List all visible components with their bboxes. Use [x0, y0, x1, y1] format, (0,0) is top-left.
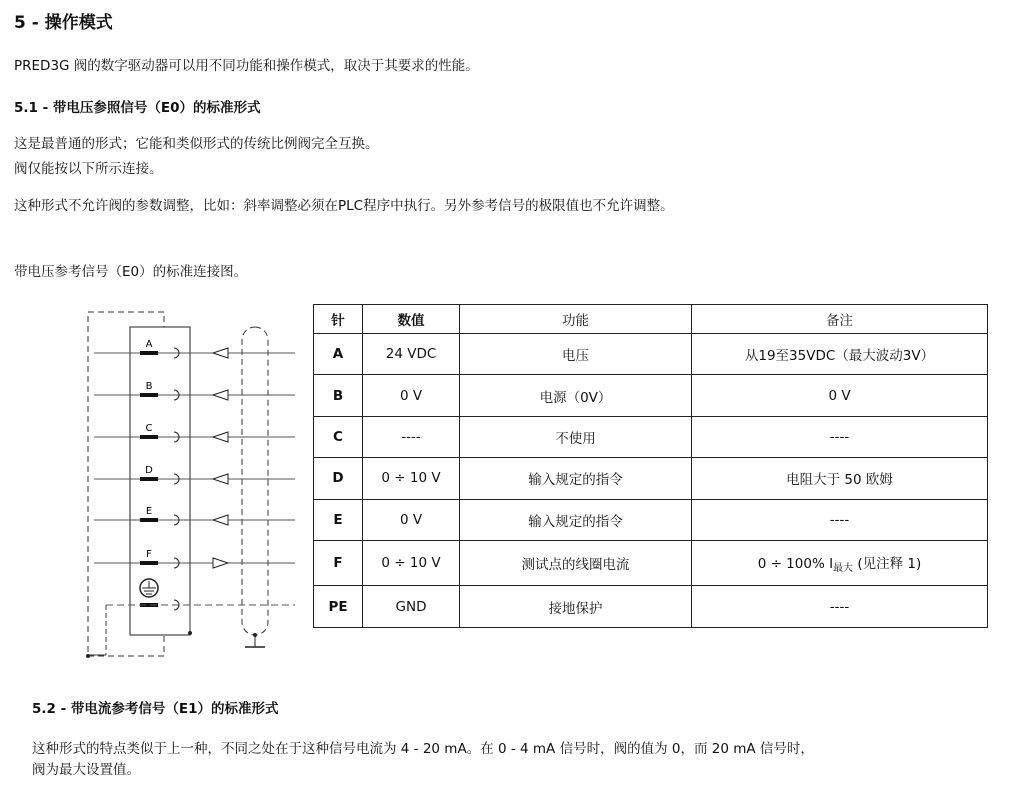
section-intro: PRED3G 阀的数字驱动器可以用不同功能和操作模式，取决于其要求的性能。	[14, 58, 479, 74]
cell-value: 0 V	[363, 499, 460, 540]
note-subscript: 最大	[833, 563, 854, 575]
cell-pin: B	[314, 375, 363, 416]
table-row	[314, 375, 988, 416]
pin-row-b	[94, 381, 295, 400]
cell-note	[692, 541, 988, 586]
cell-function: 电压	[460, 334, 692, 375]
cell-pin: PE	[314, 586, 363, 628]
section-title: 5 - 操作模式	[14, 13, 113, 33]
table-row	[314, 458, 988, 499]
note-suffix: (见注释 1)	[853, 556, 922, 573]
table-row	[314, 416, 988, 457]
cell-note: ----	[692, 499, 988, 540]
cell-pin: F	[314, 541, 363, 586]
pin-label-f: F	[146, 549, 152, 560]
pin-label-d: D	[145, 465, 153, 476]
note-prefix: 0 ÷ 100% I	[757, 556, 834, 573]
pin-row-d	[94, 465, 295, 484]
table-row	[314, 334, 988, 375]
header-note: 备注	[692, 305, 988, 334]
table-row	[314, 541, 988, 586]
cell-function: 接地保护	[460, 586, 692, 628]
cell-value: 24 VDC	[363, 334, 460, 375]
table-row	[314, 499, 988, 540]
cell-function: 电源（0V）	[460, 375, 692, 416]
pin-row-a	[94, 339, 295, 358]
cell-note: 从19至35VDC（最大波动3V）	[692, 334, 988, 375]
paragraph-line: 阀为最大设置值。	[32, 762, 140, 778]
pin-label-a: A	[145, 339, 153, 350]
pin-label-e: E	[145, 506, 153, 517]
cell-value: 0 ÷ 10 V	[363, 458, 460, 499]
cell-pin: D	[314, 458, 363, 499]
paragraph-line: 这种形式的特点类似于上一种，不同之处在于这种信号电流为 4 - 20 mA。在 0 - 4 mA 信号时，阀的值为 0，而 20 mA 信号时，	[32, 741, 814, 757]
cell-value: 0 ÷ 10 V	[363, 541, 460, 586]
cell-function: 输入规定的指令	[460, 458, 692, 499]
cell-function: 输入规定的指令	[460, 499, 692, 540]
table-header-row	[314, 305, 988, 334]
pin-label-b: B	[145, 381, 153, 392]
pin-row-f	[94, 549, 295, 568]
table-row	[314, 586, 988, 628]
subsection-5-2-title: 5.2 - 带电流参考信号（E1）的标准形式	[32, 701, 279, 717]
cell-pin: A	[314, 334, 363, 375]
shield-ground-icon	[245, 633, 265, 647]
cell-pin: E	[314, 499, 363, 540]
cell-value: 0 V	[363, 375, 460, 416]
cell-value: GND	[363, 586, 460, 628]
header-pin: 针	[314, 305, 363, 334]
paragraph-line: 阀仅能按以下所示连接。	[14, 161, 163, 177]
cell-function: 不使用	[460, 416, 692, 457]
cell-note: 0 V	[692, 375, 988, 416]
paragraph-line: 这是最普通的形式；它能和类似形式的传统比例阀完全互换。	[14, 136, 379, 152]
header-function: 功能	[460, 305, 692, 334]
connection-diagram	[80, 300, 310, 670]
pin-row-c	[94, 423, 295, 442]
pin-row-e	[94, 506, 295, 525]
pin-label-c: C	[145, 423, 153, 434]
header-value: 数值	[363, 305, 460, 334]
subsection-5-1-title: 5.1 - 带电压参照信号（E0）的标准形式	[14, 100, 261, 116]
pin-table	[313, 304, 988, 628]
cell-note: ----	[692, 416, 988, 457]
cell-pin: C	[314, 416, 363, 457]
cell-function: 测试点的线圈电流	[460, 541, 692, 586]
cell-note: ----	[692, 586, 988, 628]
cell-note: 电阻大于 50 欧姆	[692, 458, 988, 499]
paragraph-line: 这种形式不允许阀的参数调整，比如：斜率调整必须在PLC程序中执行。另外参考信号的极限值也不允许调整。	[14, 198, 674, 214]
cell-value: ----	[363, 416, 460, 457]
diagram-caption: 带电压参考信号（E0）的标准连接图。	[14, 264, 248, 280]
